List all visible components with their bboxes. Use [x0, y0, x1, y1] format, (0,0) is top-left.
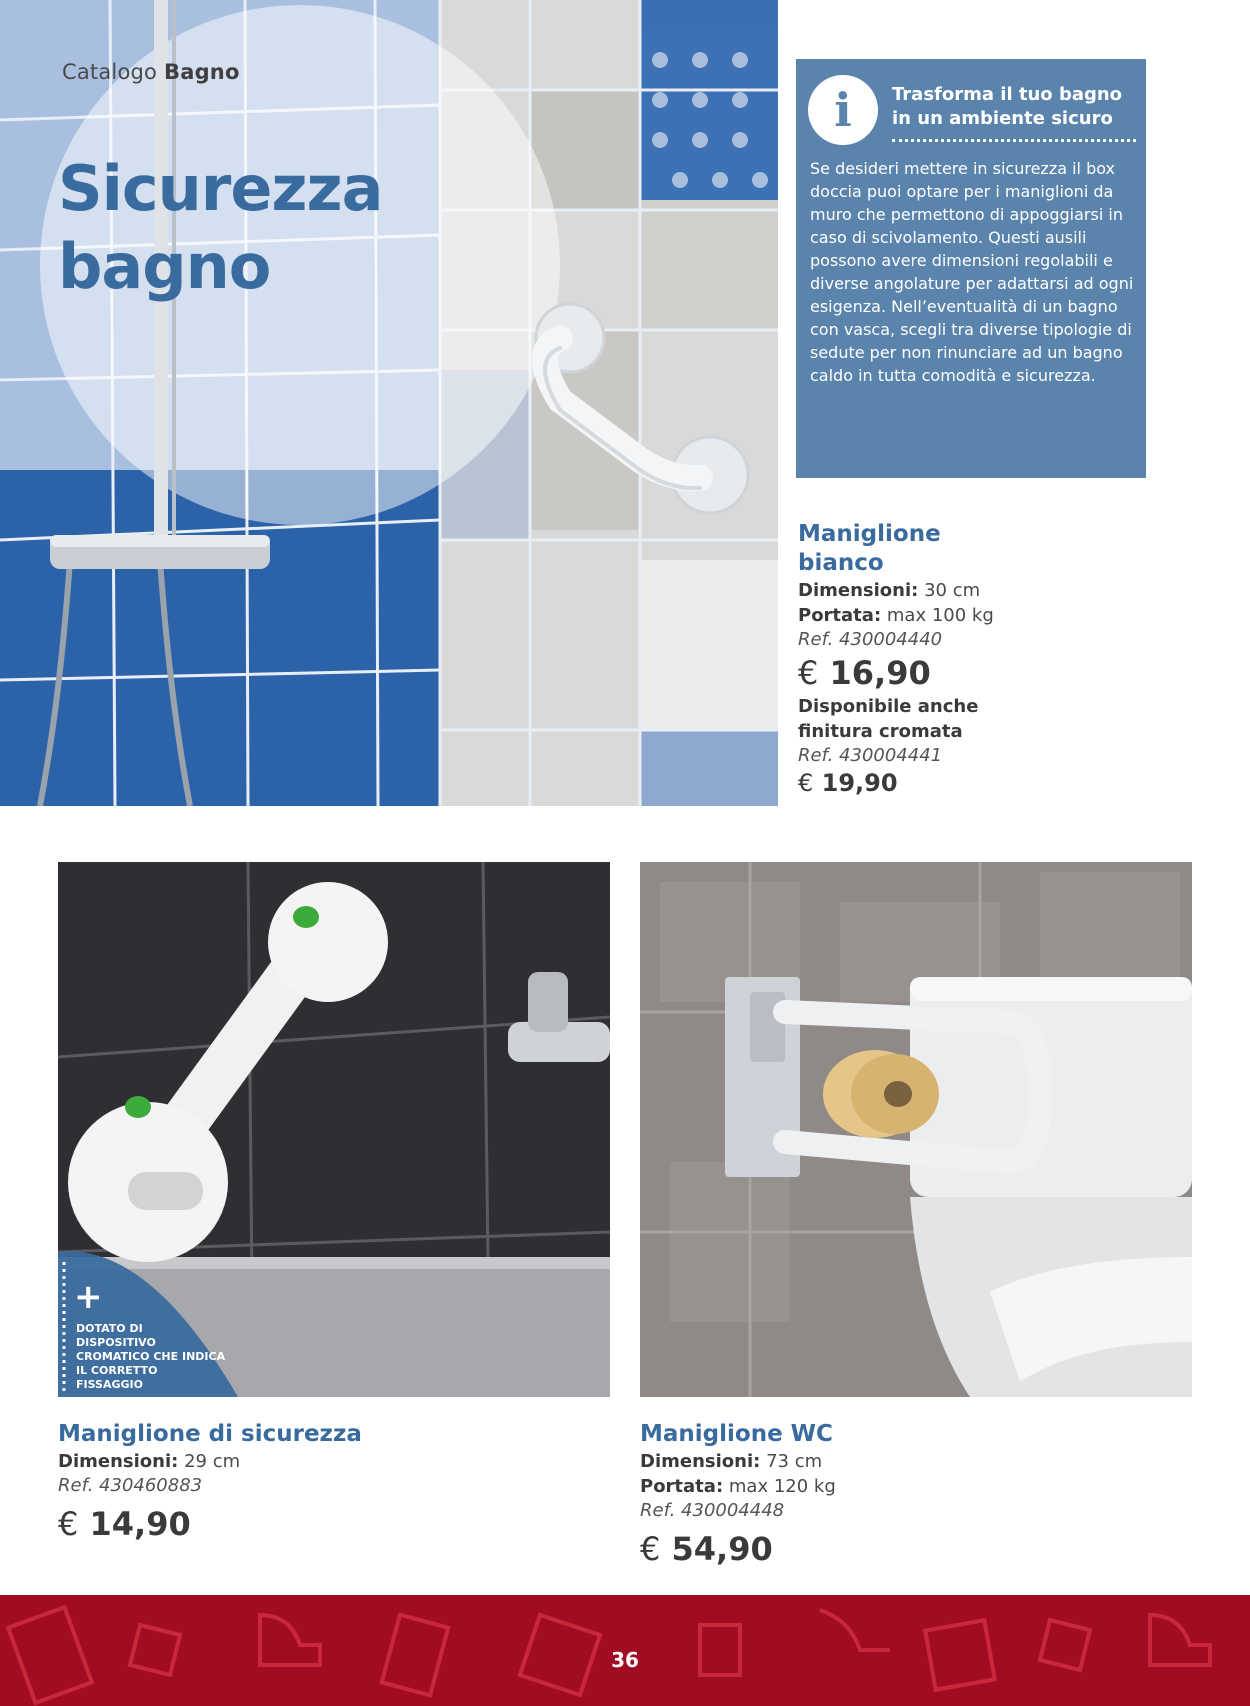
wc-grab-bar-illustration — [640, 862, 1192, 1397]
price-value: 54,90 — [671, 1530, 773, 1568]
load-value: max 100 kg — [886, 605, 994, 626]
product-name-line2: bianco — [798, 550, 884, 576]
page-number: 36 — [611, 1648, 639, 1672]
product-photo-maniglione-wc — [640, 862, 1192, 1397]
info-heading: Trasforma il tuo bagno in un ambiente sicuro — [892, 84, 1123, 129]
price-currency: € — [798, 654, 819, 692]
dimensions-label: Dimensioni: — [58, 1451, 179, 1472]
product-dimensions — [58, 1449, 598, 1474]
variant-note-line2: finitura cromata — [798, 721, 963, 742]
dimensions-value: 73 cm — [766, 1451, 823, 1472]
shower-illustration — [0, 0, 778, 806]
product-dimensions — [640, 1449, 1180, 1474]
info-divider — [892, 139, 1136, 142]
product-ref: Ref. 430004448 — [640, 1500, 785, 1521]
variant-ref: Ref. 430004441 — [798, 745, 943, 766]
price-currency: € — [640, 1530, 661, 1568]
product-dimensions — [798, 578, 1158, 603]
info-body: Se desideri mettere in sicurezza il box doccia puoi optare per i maniglioni da muro che permettono di appoggiarsi in caso di scivolamento. Questi ausili possono avere dimensioni regolabili e diverse angolature per adattarsi ad ogni esigenza. Nell’eventualità di un bagno con vasca, scegli tra diverse tipologie di sedute per non rinunciare ad un bagno caldo in tutta comodità e sicurezza. — [810, 159, 1134, 385]
variant-note-line1: Disponibile anche — [798, 696, 979, 717]
product-ref: Ref. 430004440 — [798, 629, 943, 650]
info-box — [796, 59, 1146, 478]
hero-photo — [0, 0, 778, 806]
breadcrumb-prefix: Catalogo — [62, 60, 158, 84]
breadcrumb — [62, 60, 240, 84]
dimensions-value: 30 cm — [924, 580, 981, 601]
page-title — [58, 150, 382, 306]
badge-plus-icon: + — [74, 1277, 103, 1317]
product-load — [798, 603, 1158, 628]
product-name-line1: Maniglione — [798, 521, 941, 547]
dimensions-value: 29 cm — [184, 1451, 241, 1472]
price-value: 16,90 — [829, 654, 931, 692]
load-label: Portata: — [640, 1476, 724, 1497]
product-name: Maniglione WC — [640, 1421, 833, 1447]
product-price — [798, 652, 1158, 694]
product-name — [798, 520, 1158, 578]
suction-grab-bar-illustration — [58, 862, 610, 1397]
price-currency: € — [58, 1505, 79, 1543]
page-title-line2: bagno — [58, 230, 271, 303]
product-load — [640, 1474, 1180, 1499]
variant-price — [798, 768, 1158, 798]
variant-price-value: 19,90 — [821, 769, 898, 797]
product-price — [640, 1527, 1180, 1571]
dimensions-label: Dimensioni: — [640, 1451, 761, 1472]
product-maniglione-bianco — [798, 520, 1158, 798]
breadcrumb-section: Bagno — [164, 60, 240, 84]
load-value: max 120 kg — [728, 1476, 836, 1497]
product-maniglione-wc — [640, 1420, 1180, 1571]
product-maniglione-sicurezza — [58, 1420, 598, 1546]
badge-text: DOTATO DI DISPOSITIVO CROMATICO CHE INDICA IL CORRETTO FISSAGGIO — [76, 1322, 226, 1391]
product-name: Maniglione di sicurezza — [58, 1421, 362, 1447]
product-price — [58, 1502, 598, 1546]
product-ref: Ref. 430460883 — [58, 1475, 203, 1496]
load-label: Portata: — [798, 605, 882, 626]
variant-note — [798, 694, 1158, 744]
product-photo-maniglione-sicurezza — [58, 862, 610, 1397]
info-icon-glyph: i — [834, 83, 852, 137]
dimensions-label: Dimensioni: — [798, 580, 919, 601]
page-title-line1: Sicurezza — [58, 152, 383, 225]
variant-price-currency: € — [798, 769, 814, 797]
info-icon — [808, 75, 878, 145]
price-value: 14,90 — [89, 1505, 191, 1543]
